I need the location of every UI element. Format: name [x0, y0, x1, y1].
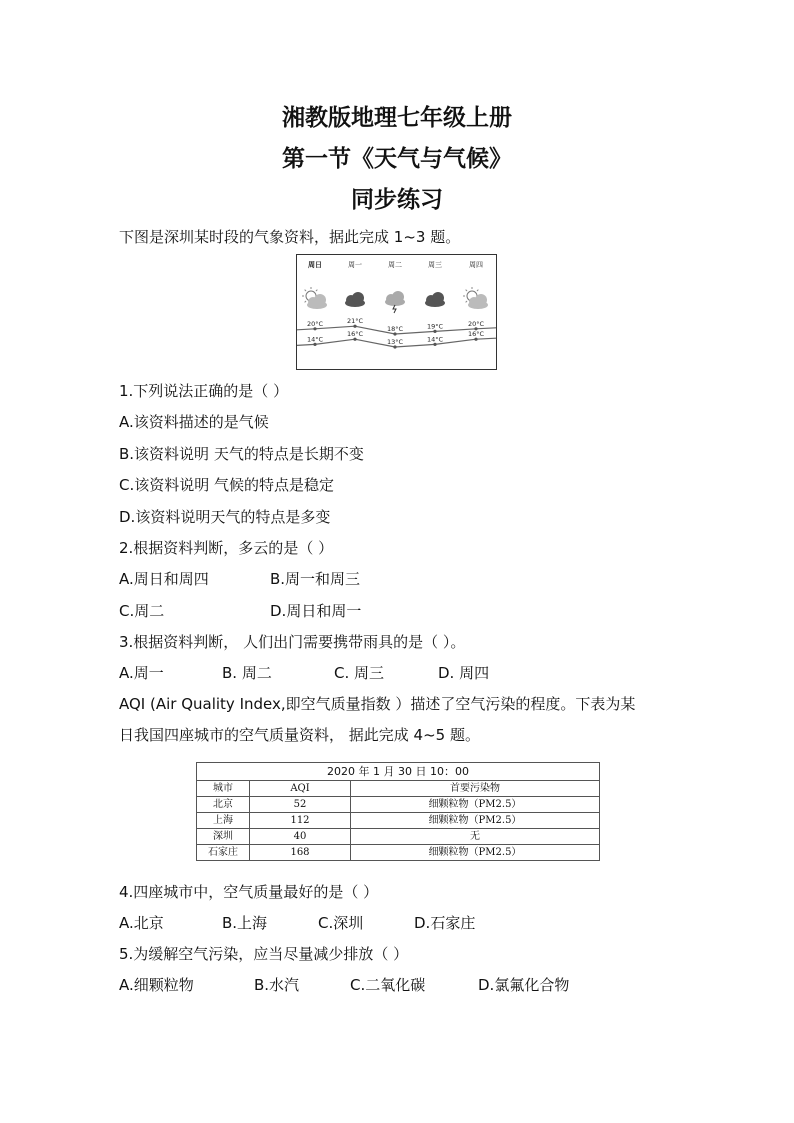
temp-label: 14°C — [426, 335, 444, 344]
table-row — [197, 797, 600, 813]
aqi-intro-line2: 日我国四座城市的空气质量资料， 据此完成 4~5 题。 — [119, 726, 480, 744]
day-label: 周三 — [428, 261, 442, 269]
q3-option-a[interactable]: A.周一 — [119, 664, 164, 682]
table-caption: 2020 年 1 月 30 日 10：00 — [197, 763, 600, 781]
cell-aqi: 40 — [250, 829, 351, 845]
sun-cloud-icon — [302, 287, 327, 309]
header-city: 城市 — [197, 781, 250, 797]
q4-option-d[interactable]: D.石家庄 — [414, 914, 476, 932]
day-label: 周二 — [388, 261, 402, 269]
temp-label: 14°C — [306, 335, 324, 344]
header-aqi: AQI — [250, 781, 351, 797]
weather-forecast-figure — [296, 254, 497, 370]
day-label: 周一 — [348, 261, 362, 269]
cell-pollutant: 细颗粒物（PM2.5） — [351, 813, 600, 829]
question-3-stem: 3.根据资料判断， 人们出门需要携带雨具的是（ ）。 — [119, 633, 466, 651]
question-4-stem: 4.四座城市中，空气质量最好的是（ ） — [119, 883, 379, 901]
q1-option-d[interactable]: D.该资料说明天气的特点是多变 — [119, 508, 331, 526]
header-pollutant: 首要污染物 — [351, 781, 600, 797]
aqi-intro-line1: AQI (Air Quality Index,即空气质量指数 ）描述了空气污染的程度。下表为某 — [119, 695, 636, 713]
q5-option-b[interactable]: B.水汽 — [254, 976, 300, 994]
temp-label: 19°C — [426, 322, 444, 331]
q2-option-b[interactable]: B.周一和周三 — [270, 570, 361, 588]
q5-option-d[interactable]: D.氯氟化合物 — [478, 976, 570, 994]
cell-aqi: 52 — [250, 797, 351, 813]
q4-option-b[interactable]: B.上海 — [222, 914, 268, 932]
q3-option-b[interactable]: B. 周二 — [222, 664, 272, 682]
q1-option-c[interactable]: C.该资料说明 气候的特点是稳定 — [119, 476, 335, 494]
table-row — [197, 845, 600, 861]
cloud-icon — [345, 292, 365, 307]
q1-option-b[interactable]: B.该资料说明 天气的特点是长期不变 — [119, 445, 364, 463]
cell-city: 石家庄 — [197, 845, 250, 861]
q3-option-d[interactable]: D. 周四 — [438, 664, 490, 682]
q5-option-a[interactable]: A.细颗粒物 — [119, 976, 194, 994]
cloud-icon — [425, 292, 445, 307]
q1-option-a[interactable]: A.该资料描述的是气候 — [119, 413, 269, 431]
section-title: 第一节《天气与气候》 — [282, 145, 512, 172]
q2-option-a[interactable]: A.周日和周四 — [119, 570, 209, 588]
aqi-table — [196, 762, 600, 861]
temp-label: 16°C — [467, 330, 485, 339]
temp-label: 20°C — [467, 319, 485, 328]
question-1-stem: 1.下列说法正确的是（ ） — [119, 382, 289, 400]
sun-cloud-icon — [463, 287, 488, 309]
cell-pollutant: 细颗粒物（PM2.5） — [351, 797, 600, 813]
cell-city: 北京 — [197, 797, 250, 813]
cell-pollutant: 细颗粒物（PM2.5） — [351, 845, 600, 861]
intro-text: 下图是深圳某时段的气象资料，据此完成 1~3 题。 — [119, 228, 461, 246]
cell-aqi: 112 — [250, 813, 351, 829]
cell-pollutant: 无 — [351, 829, 600, 845]
q2-option-d[interactable]: D.周日和周一 — [270, 602, 362, 620]
question-5-stem: 5.为缓解空气污染，应当尽量减少排放（ ） — [119, 945, 409, 963]
temp-label: 13°C — [386, 338, 404, 346]
thunderstorm-icon — [385, 291, 405, 313]
cell-city: 上海 — [197, 813, 250, 829]
question-2-stem: 2.根据资料判断，多云的是（ ） — [119, 539, 334, 557]
day-label: 周四 — [469, 261, 483, 269]
q4-option-a[interactable]: A.北京 — [119, 914, 164, 932]
weather-chart — [297, 255, 496, 369]
q4-option-c[interactable]: C.深圳 — [318, 914, 364, 932]
temp-label: 20°C — [306, 319, 324, 328]
table-row — [197, 813, 600, 829]
q2-option-c[interactable]: C.周二 — [119, 602, 165, 620]
cell-aqi: 168 — [250, 845, 351, 861]
cell-city: 深圳 — [197, 829, 250, 845]
temp-label: 21°C — [346, 317, 364, 326]
day-label: 周日 — [308, 261, 322, 269]
temp-label: 18°C — [386, 325, 404, 333]
document-title: 湘教版地理七年级上册 — [282, 104, 512, 131]
table-row — [197, 829, 600, 845]
q5-option-c[interactable]: C.二氧化碳 — [350, 976, 426, 994]
subtitle: 同步练习 — [351, 186, 443, 213]
temp-label: 16°C — [346, 330, 364, 339]
q3-option-c[interactable]: C. 周三 — [334, 664, 385, 682]
